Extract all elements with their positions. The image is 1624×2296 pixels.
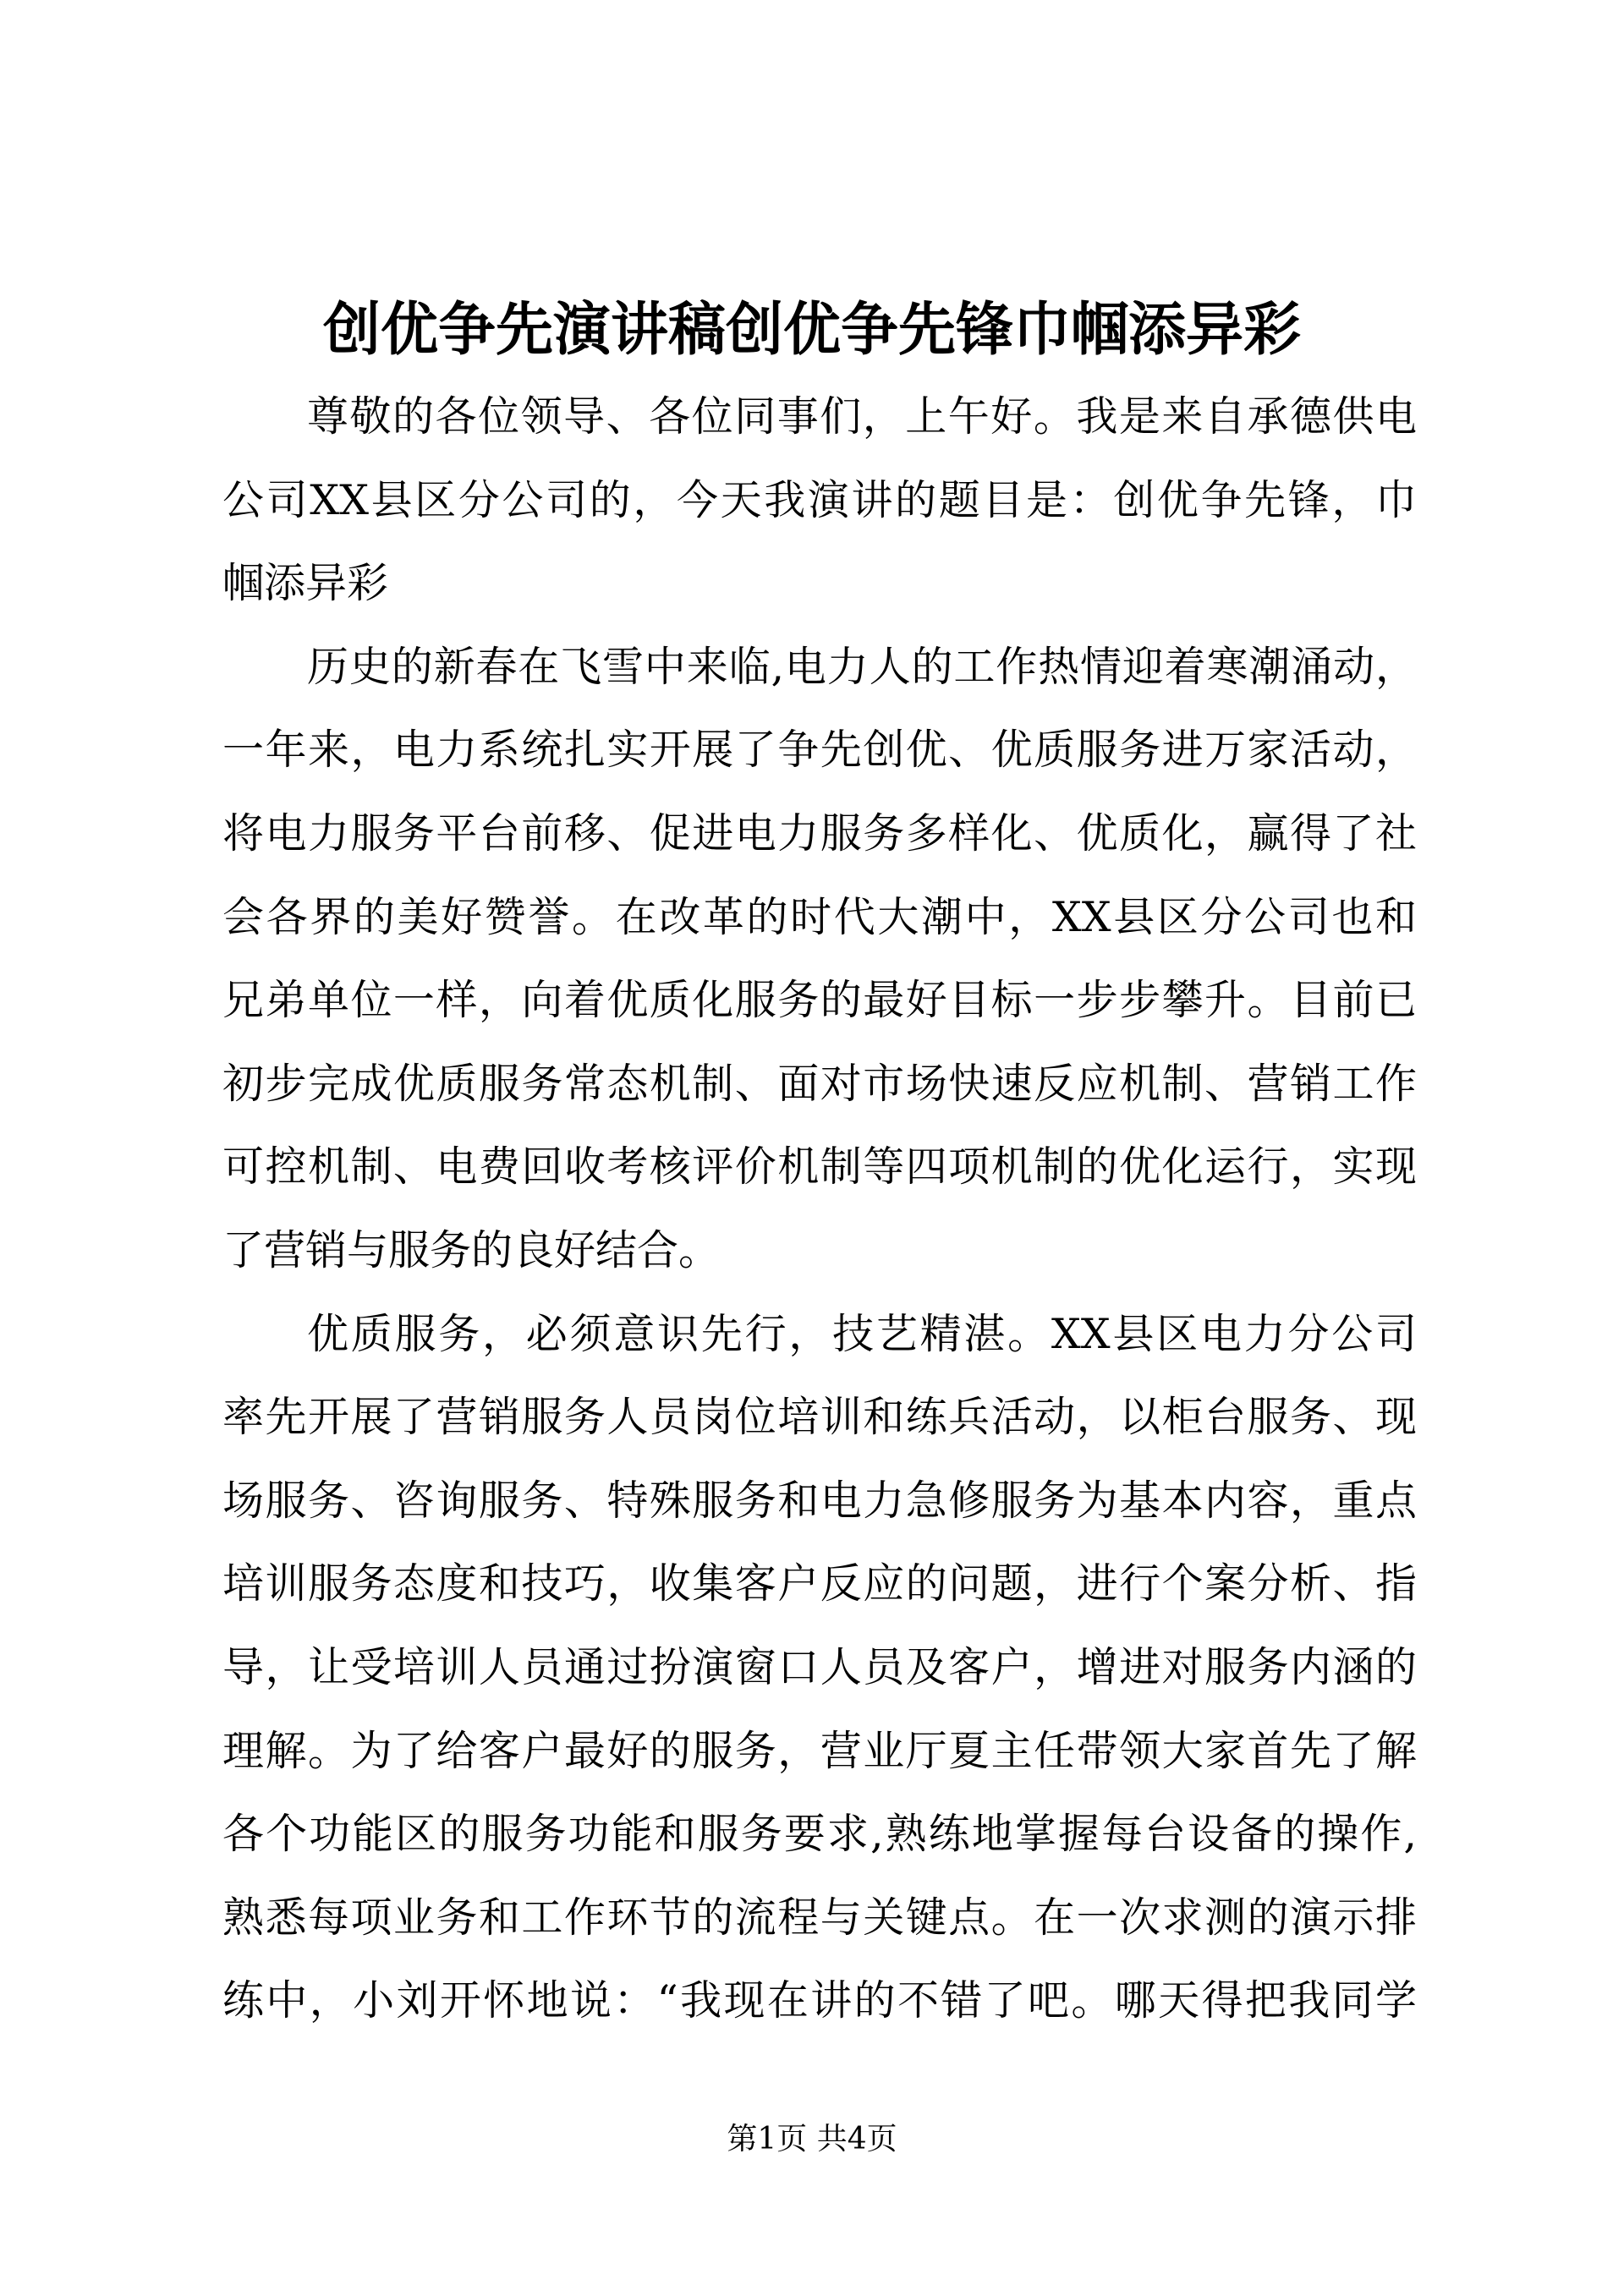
text-line: 将电力服务平台前移、促进电力服务多样化、优质化，赢得了社 [222,808,1417,858]
text-line: 一年来，电力系统扎实开展了争先创优、优质服务进万家活动， [222,726,1417,775]
text-line: 尊敬的各位领导、各位同事们，上午好。我是来自承德供电 [307,392,1417,441]
text-line: 场服务、咨询服务、特殊服务和电力急修服务为基本内容，重点 [222,1476,1417,1525]
text-line: 帼添异彩 [222,559,389,608]
text-line: 练中，小刘开怀地说：“我现在讲的不错了吧。哪天得把我同学 [222,1976,1417,2025]
text-line: 了营销与服务的良好结合。 [222,1225,721,1274]
text-line: 熟悉每项业务和工作环节的流程与关键点。在一次求测的演示排 [222,1893,1417,1942]
text-line: 初步完成优质服务常态机制、面对市场快速反应机制、营销工作 [222,1059,1417,1108]
document-body [222,375,1417,2043]
text-line: 率先开展了营销服务人员岗位培训和练兵活动，以柜台服务、现 [222,1393,1417,1442]
text-line: 可控机制、电费回收考核评价机制等四项机制的优化运行，实现 [222,1143,1417,1192]
text-line: 培训服务态度和技巧，收集客户反应的问题，进行个案分析、指 [222,1559,1417,1608]
text-line: 各个功能区的服务功能和服务要求,熟练地掌握每台设备的操作, [222,1810,1417,1859]
text-line: 优质服务，必须意识先行，技艺精湛。XX县区电力分公司 [307,1309,1417,1358]
paragraph-greeting [222,375,1417,626]
paragraph-quality-service [222,1293,1417,2043]
text-line: 历史的新春在飞雪中来临,电力人的工作热情迎着寒潮涌动， [307,642,1417,691]
text-line: 理解。为了给客户最好的服务，营业厅夏主任带领大家首先了解 [222,1726,1417,1775]
text-line: 兄弟单位一样，向着优质化服务的最好目标一步步攀升。目前已 [222,976,1417,1025]
text-line: 公司XX县区分公司的，今天我演讲的题目是：创优争先锋，巾 [222,475,1417,524]
page-number: 第1页 共4页 [727,2122,897,2156]
text-line: 会各界的美好赞誉。在改革的时代大潮中，XX县区分公司也和 [222,892,1417,941]
document-title: 创优争先演讲稿创优争先锋巾帼添异彩 [322,296,1301,364]
paragraph-history [222,626,1417,1293]
text-line: 导，让受培训人员通过扮演窗口人员及客户，增进对服务内涵的 [222,1642,1417,1691]
